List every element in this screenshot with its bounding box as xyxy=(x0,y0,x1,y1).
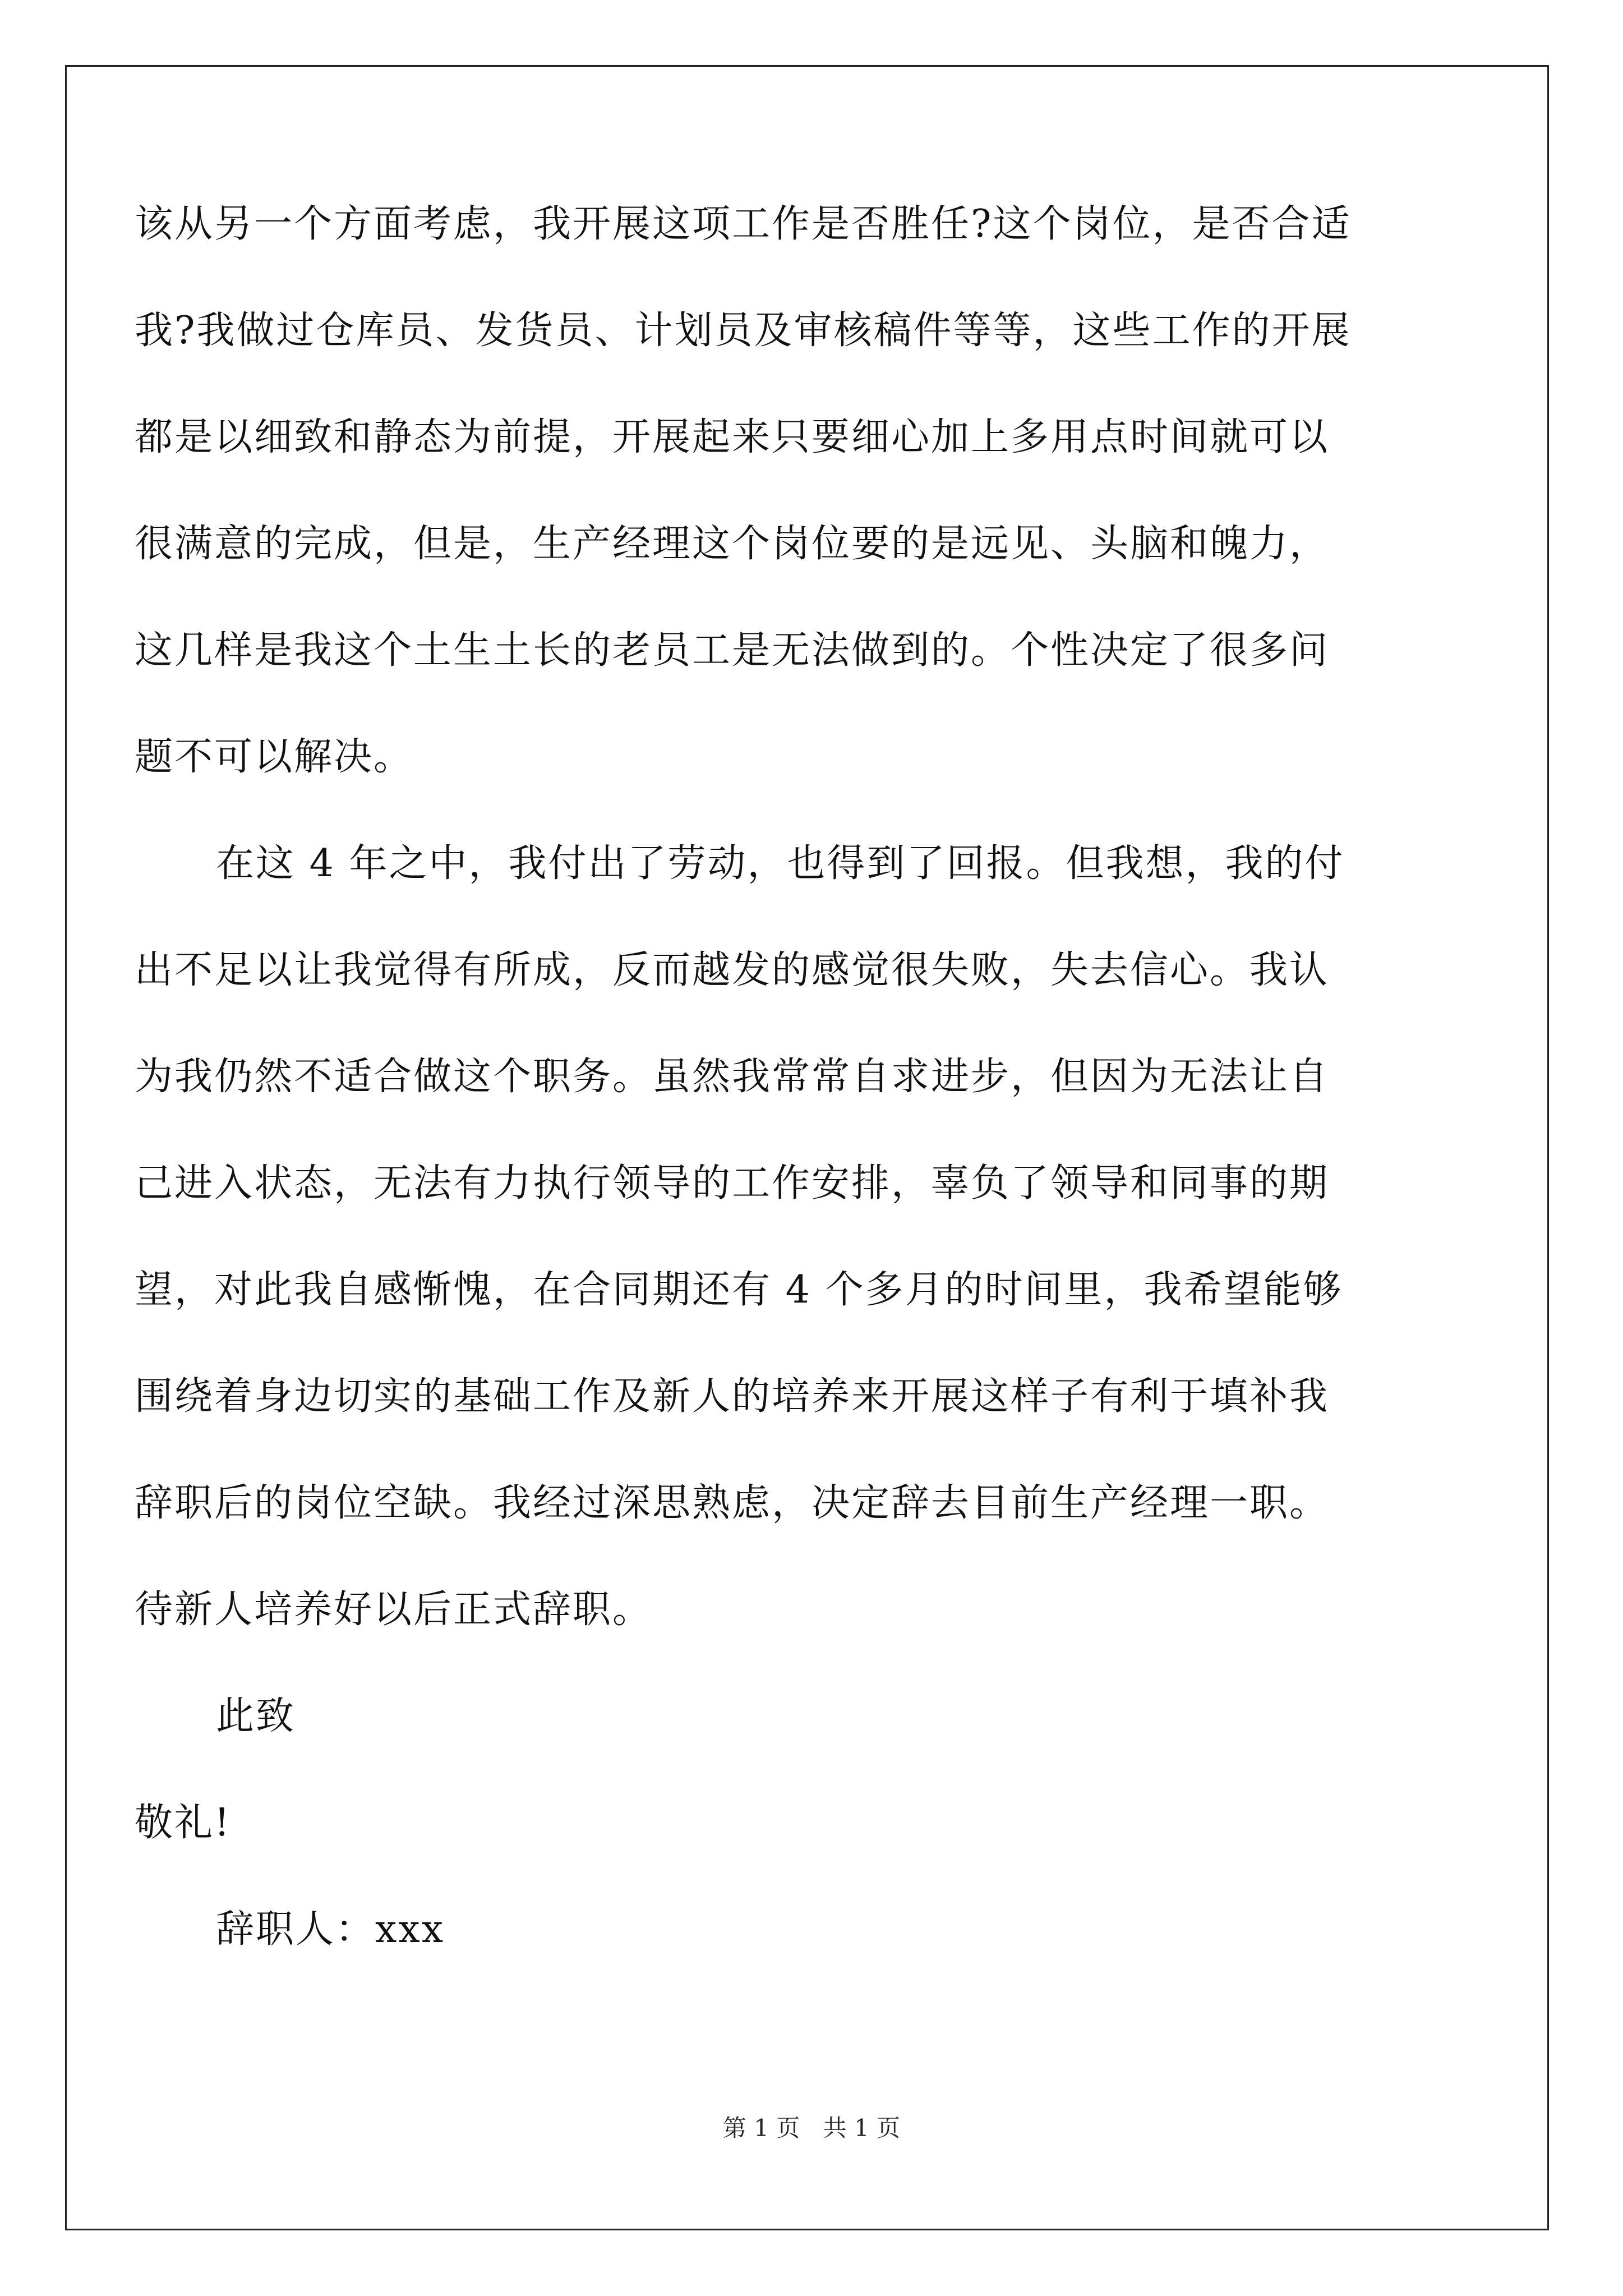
salutation: 敬礼! xyxy=(135,1801,232,1845)
text-line: 望，对此我自感惭愧，在合同期还有 4 个多月的时间里，我希望能够 xyxy=(135,1268,1343,1312)
text-line: 己进入状态，无法有力执行领导的工作安排，辜负了领导和同事的期 xyxy=(135,1161,1330,1205)
text-line: 我?我做过仓库员、发货员、计划员及审核稿件等等，这些工作的开展 xyxy=(135,309,1352,353)
text-line: 围绕着身边切实的基础工作及新人的培养来开展这样子有利于填补我 xyxy=(135,1374,1330,1419)
text-line: 该从另一个方面考虑，我开展这项工作是否胜任?这个岗位，是否合适 xyxy=(135,202,1352,246)
signature-line: 辞职人：xxx xyxy=(216,1907,445,1952)
page-count: 共 1 页 xyxy=(823,2114,901,2142)
document-body xyxy=(135,202,1427,2014)
text-line: 这几样是我这个土生土长的老员工是无法做到的。个性决定了很多问 xyxy=(135,628,1330,673)
text-line: 都是以细致和静态为前提，开展起来只要细心加上多用点时间就可以 xyxy=(135,415,1330,459)
text-line: 为我仍然不适合做这个职务。虽然我常常自求进步，但因为无法让自 xyxy=(135,1055,1330,1099)
text-line: 很满意的完成，但是，生产经理这个岗位要的是远见、头脑和魄力， xyxy=(135,522,1330,566)
text-line: 题不可以解决。 xyxy=(135,735,414,779)
text-line: 辞职后的岗位空缺。我经过深思熟虑，决定辞去目前生产经理一职。 xyxy=(135,1481,1330,1525)
text-line: 待新人培养好以后正式辞职。 xyxy=(135,1588,653,1632)
page-number: 第 1 页 xyxy=(722,2114,800,2142)
page-footer xyxy=(0,2114,1623,2142)
paragraph-start-line: 在这 4 年之中，我付出了劳动，也得到了回报。但我想，我的付 xyxy=(216,841,1345,886)
closing-phrase: 此致 xyxy=(216,1694,296,1738)
text-line: 出不足以让我觉得有所成，反而越发的感觉很失败，失去信心。我认 xyxy=(135,948,1330,992)
